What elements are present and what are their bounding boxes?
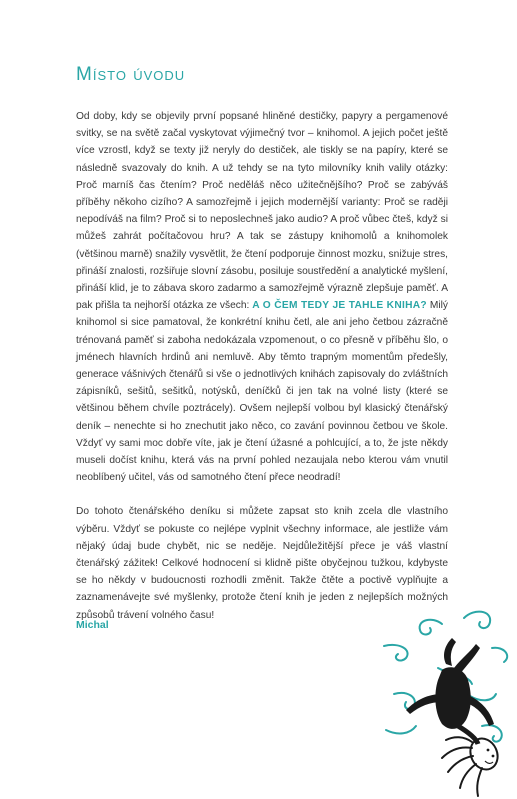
falling-person-illustration	[372, 598, 517, 799]
signature: Michal	[76, 619, 109, 631]
paragraph-1	[76, 108, 448, 486]
paragraph-1-part-2: Milý knihomol si sice pamatoval, že konkrétní knihu četl, ale ani jeho četbou zázračně trénovaná paměť si zaboha nedokázala vzpomenout, o co přesně v příběhu šlo, o jménech hlavních hrdinů ani nemluvě. Aby těmto trapným momentům předešly, generace vášnivých čtenářů si vše o jednotlivých knihách zapisovaly do zvláštních zápisníků, sešitů, sešitků, notýsků, deníčků či jen tak na volné listy (které se většinou během chvíle poztrácely). Ovšem nejlepší volbou byl klasický čtenářský deník – nenechte si ho znechutit jako něco, co zavání povinnou četbou ve škole. Vždyť vy sami moc dobře víte, jak je čtení úžasné a pohlcující, a to, že jste někdy museli dočíst knihu, která vás na první pohled nezaujala nebo kterou vám vnutil neoblíbený učitel, vás od samotného čtení přece neodradí!	[76, 300, 449, 484]
intro-text	[76, 108, 448, 624]
falling-person-figure	[406, 638, 503, 796]
page-title: Místo úvodu	[76, 64, 186, 85]
paragraph-1-part-1: Od doby, kdy se objevily první popsané hliněné destičky, papyry a pergamenové svitky, se na světě začal vyskytovat výjimečný tvor – knihomol. A jejich počet ještě více vzrostl, když se texty již neryly do destiček, ale tiskly se na papíry, které se následně svazovaly do knih. A už tehdy se na tyto milovníky knih valily otázky: Proč marníš čas čtením? Proč neděláš něco užitečnějšího? Proč se zabýváš příběhy někoho cizího? A samozřejmě i jejich modernější varianty: Proč se raději nepodíváš na film? Proč si to neposlechneš jako audio? A proč vůbec čteš, když si můžeš zahrát počítačovou hru? A tak se zástupy knihomolů a knihomolek (většinou marně) snažily vysvětlit, že čtení podporuje činnost mozku, snižuje stres, přináší znalosti, rozšiřuje slovní zásobu, posiluje soustředění a analytické myšlení, přináší klid, je to zábava skoro zadarmo a samozřejmě výrazně zlepšuje paměť. A pak přišla ta nejhorší otázka ze všech:	[76, 111, 449, 312]
highlighted-question: A O ČEM TEDY JE TAHLE KNIHA?	[252, 300, 427, 312]
paragraph-2: Do tohoto čtenářského deníku si můžete zapsat sto knih zcela dle vlastního výběru. Vždyť se pokuste co nejlépe vyplnit všechny informace, ale jestliže vám nějaký údaj bude chybět, nic se neděje. Nejdůležitější přece je váš vlastní čtenářský zážitek! Celkové hodnocení si klidně pište obyčejnou tužkou, kdybyste se ho někdy v budoucnosti rozhodli změnit. Takže čtěte a poctivě vyplňujte a zaznamenávejte své myšlenky, protože čtení knih je jeden z nejlepších možných způsobů trávení volného času!	[76, 506, 448, 621]
